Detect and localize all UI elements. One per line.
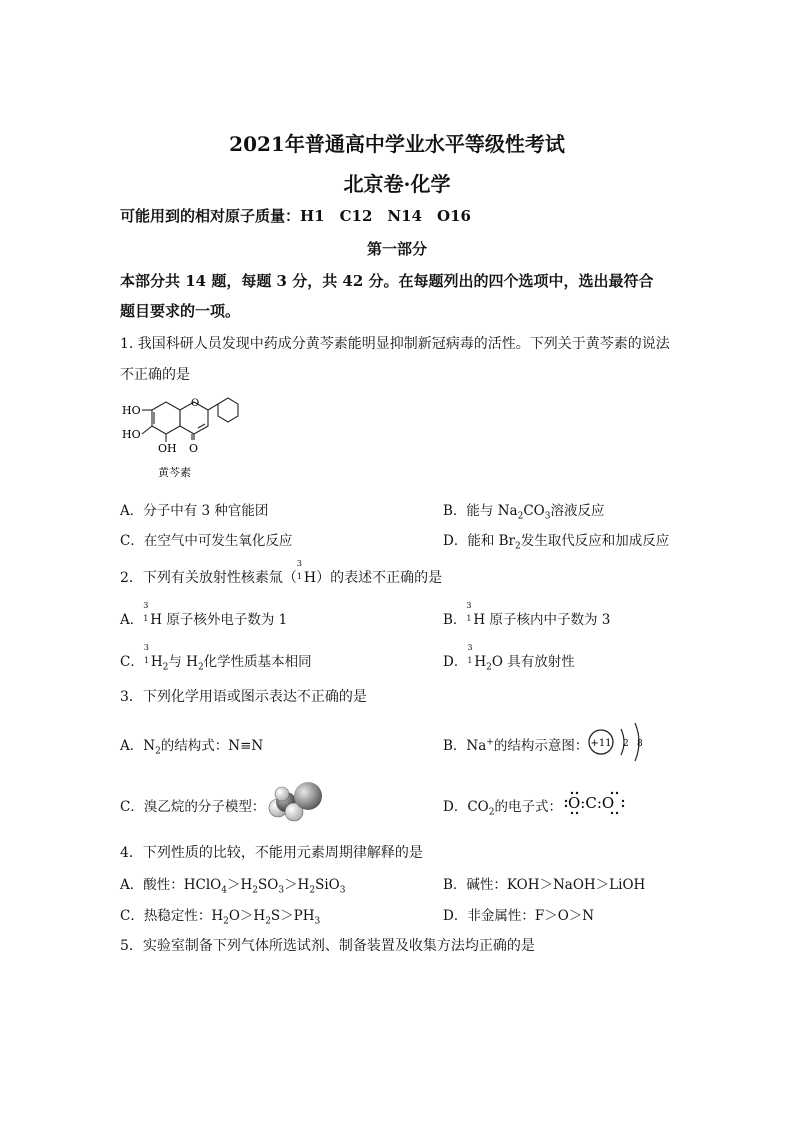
section-heading: 第一部分	[366, 240, 427, 258]
q3-stem: 3．下列化学用语或图示表达不正确的是	[120, 689, 367, 705]
nucleus-charge: +11	[590, 738, 612, 749]
q1-stem-line1: 1. 我国科研人员发现中药成分黄芩素能明显抑制新冠病毒的活性。下列关于黄芩素的说法	[120, 336, 670, 352]
q3-option-c: C．溴乙烷的分子模型：	[120, 799, 266, 815]
atomic-mass-line: 可能用到的相对原子质量：H1 C12 N14 O16	[120, 207, 471, 225]
co2-electron-formula	[562, 788, 634, 816]
q2-option-c: C． 3 1 $H_2$与 $H_2$化学性质基本相同	[120, 643, 312, 673]
q2-option-b: B． 3 1 H 原子核内中子数为 3	[443, 601, 611, 628]
shell-2-electrons: 8	[637, 739, 643, 749]
q4-option-d: D．非金属性：F＞O＞N	[443, 908, 595, 924]
q2-option-a: A． 3 1 H 原子核外电子数为 1	[120, 601, 288, 628]
q3-option-d: D．$CO_2$的电子式：	[443, 799, 562, 818]
bromoethane-model-figure	[264, 780, 328, 826]
q1-option-c: C．在空气中可发生氧化反应	[120, 533, 293, 549]
exam-title: 2021年普通高中学业水平等级性考试	[229, 132, 565, 156]
q2-stem: 2．下列有关放射性核素氚（ 3 1 H）的表述不正确的是	[120, 559, 443, 586]
instructions-line1: 本部分共 14 题，每题 3 分，共 42 分。在每题列出的四个选项中，选出最符合	[120, 272, 654, 290]
q4-option-a: A．酸性：$HClO_4>H_2SO_3>H_2SiO_3$	[120, 877, 346, 896]
q3-option-b: B．Na+的结构示意图：	[443, 737, 589, 754]
na-ion-structure-diagram	[587, 720, 677, 766]
q1-option-d: D．能和 $Br_2$发生取代反应和加成反应	[443, 533, 670, 552]
ho-label-2: HO	[122, 428, 141, 441]
ring-o-label: O	[191, 398, 200, 409]
q1-option-b: B．能与 $Na_2CO_3$溶液反应	[443, 503, 605, 522]
q3-option-a: A．$N_2$的结构式：N≡N	[120, 738, 264, 757]
q4-stem: 4．下列性质的比较，不能用元素周期律解释的是	[120, 845, 423, 861]
electron-formula-text: O:C:O	[568, 794, 615, 812]
figure-caption: 黄芩素	[158, 466, 191, 479]
q5-stem: 5．实验室制备下列气体所选试剂、制备装置及收集方法均正确的是	[120, 938, 535, 954]
instructions-line2: 题目要求的一项。	[120, 302, 241, 320]
q4-option-c: C．热稳定性：$H_2O>H_2S>PH_3$	[120, 908, 321, 927]
shell-1-electrons: 2	[623, 739, 629, 749]
carbonyl-o-label: O	[189, 442, 199, 455]
q1-stem-line2: 不正确的是	[120, 367, 190, 383]
baicalein-structure-figure	[118, 394, 246, 490]
q2-option-d: D． 3 1 $H_2O$ 具有放射性	[443, 643, 575, 673]
q4-option-b: B．碱性：KOH＞NaOH＞LiOH	[443, 877, 646, 893]
q1-option-a: A．分子中有 3 种官能团	[120, 503, 269, 519]
exam-subtitle: 北京卷·化学	[343, 172, 451, 196]
ho-label-1: HO	[122, 404, 141, 417]
oh-label: OH	[158, 442, 177, 455]
